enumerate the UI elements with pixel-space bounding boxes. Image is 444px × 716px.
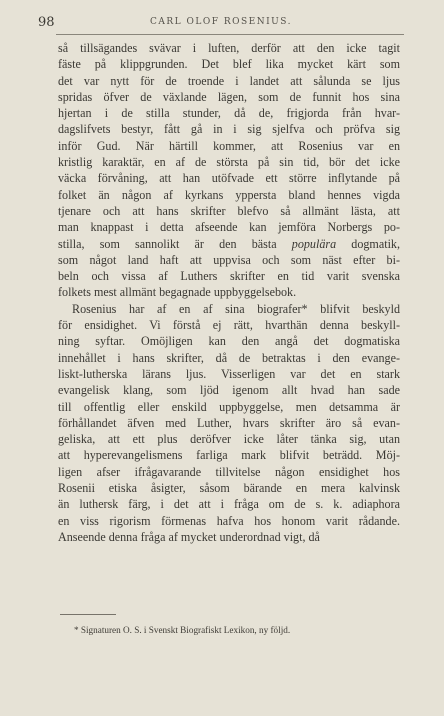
text-line: ning syftar. Omöjligen kan den angå det dogmatiska: [58, 334, 400, 349]
text-line: liskt-lutherska lärans ljus. Visserligen var det en stark: [58, 366, 400, 381]
text-line: spridas öfver de växlande lägen, som de funnit hos sina: [58, 89, 400, 104]
text-line: Rosenius har af en af sina biografer* blifvit beskyld: [72, 301, 400, 316]
footnote-rule: [60, 614, 116, 615]
text-line: folket än någon af kyrkans yppersta bland hennes vigda: [58, 187, 400, 202]
text-line: förhållandet äfven med Luther, hvars skrifter äro så evan-: [58, 415, 400, 430]
paragraph: [58, 301, 400, 545]
text-line: inför Gud. När härtill kommer, att Rosenius var en: [58, 138, 400, 153]
text-line: stilla, som sannolikt är den bästa populära dogmatik,: [58, 236, 400, 251]
text-line: tjenare och att hans skrifter blefvo så allmänt lästa, att: [58, 203, 400, 218]
text-line: att hyperevangelismens farliga mark blifvit beträdd. Möj-: [58, 448, 400, 463]
text-line: ligen afser ifrågavarande tillvitelse någon ensidighet hos: [58, 464, 400, 479]
text-line: väcka förvåning, att han utöfvade ett större inflytande på: [58, 171, 400, 186]
text-line: beln och vissa af Luthers skrifter en tid varit svenska: [58, 269, 400, 284]
text-line: geliska, att ett plus deröfver icke låter tänka sig, utan: [58, 432, 400, 447]
page-number: 98: [38, 15, 55, 30]
text-line: så tillsägandes svävar i luften, derför att den icke tagit: [58, 41, 400, 55]
paragraph: [58, 40, 400, 301]
text-line: till offentlig eller enskild uppbyggelse, men detsamma är: [58, 399, 400, 414]
text-line: det var nytt för de troende i landet att sålunda se ljus: [58, 73, 400, 88]
text-line: Rosenii etiska åsigter, såsom bärande en mera kalvinsk: [58, 481, 400, 496]
page-header: [38, 15, 404, 31]
header-rule: [56, 34, 404, 35]
text-line: för ensidighet. Vi förstå ej rätt, hvarthän denna beskyll-: [58, 318, 400, 333]
text-line: evangelisk klang, som ljöd igenom allt hvad han sade: [58, 383, 400, 398]
text-line: dagslifvets bestyr, fått gå in i sig sjelfva och pröfva sig: [58, 122, 400, 137]
text-line: man knappast i detta afseende kan jemföra Norbergs po-: [58, 220, 400, 235]
text-line: kristlig karaktär, en af de största på sin tid, bör det icke: [58, 155, 400, 170]
footnote: * Signaturen O. S. i Svenskt Biografiskt Lexikon, ny följd.: [74, 625, 291, 635]
text-line: folkets mest allmänt begagnade uppbyggelsebok.: [58, 285, 297, 300]
text-line: en viss rigorism förmenas hafva hos honom varit rådande.: [58, 513, 400, 528]
text-line: som något land haft att uppvisa och som näst efter bi-: [58, 252, 400, 267]
text-line: hjertan i de stilla stunder, då de, frigjorda från hvar-: [58, 106, 400, 121]
text-line: än luthersk färg, i det att i fråga om de s. k. adiaphora: [58, 497, 400, 512]
text-line: innehållet i hans skrifter, då de betraktas i den evange-: [58, 350, 400, 365]
running-title: CARL OLOF ROSENIUS.: [150, 17, 292, 27]
text-line: fäste på klippgrunden. Det blef lika mycket kärt som: [58, 57, 400, 72]
body-text: [58, 40, 400, 545]
text-line: Anseende denna fråga af mycket underordnad vigt, då: [58, 529, 320, 544]
